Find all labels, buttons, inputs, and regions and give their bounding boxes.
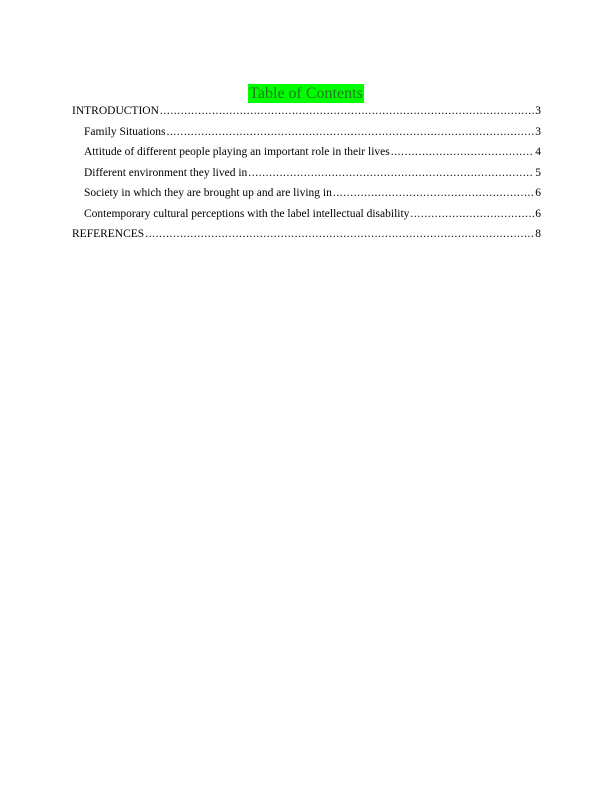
toc-entry-introduction[interactable]: [72, 103, 541, 124]
toc-entry-text: Contemporary cultural perceptions with the label intellectual disability: [84, 207, 410, 220]
toc-entry-cultural-perceptions[interactable]: [72, 206, 541, 227]
toc-entry-text: Society in which they are brought up and are living in: [84, 187, 332, 199]
toc-entry-references[interactable]: [72, 226, 541, 247]
toc-page-number: 6: [535, 207, 541, 220]
toc-page-number: 3: [535, 105, 541, 117]
toc-dot-leader: [391, 144, 535, 160]
toc-entry-text: Family Situations: [84, 125, 166, 138]
toc-entry-text: Attitude of different people playing an important role in their lives: [84, 146, 390, 158]
toc-page-number: 3: [535, 125, 541, 138]
toc-page-number: 8: [535, 228, 541, 240]
toc-dot-leader: [160, 103, 534, 119]
toc-list: [72, 103, 541, 247]
toc-entry-society[interactable]: [72, 185, 541, 206]
toc-dot-leader: [145, 226, 534, 242]
toc-dot-leader: [333, 185, 534, 201]
toc-entry-attitude[interactable]: [72, 144, 541, 165]
toc-dot-leader: [248, 165, 534, 181]
toc-dot-leader: [410, 206, 534, 222]
toc-dot-leader: [166, 124, 534, 140]
toc-entry-text: INTRODUCTION: [72, 105, 159, 117]
toc-page-number: 5: [535, 166, 541, 179]
toc-entry-family-situations[interactable]: [72, 124, 541, 145]
toc-title-container: [0, 84, 612, 103]
toc-entry-text: Different environment they lived in: [84, 166, 248, 179]
toc-page-number: 4: [535, 146, 541, 158]
toc-entry-text: REFERENCES: [72, 228, 145, 240]
toc-title: Table of Contents: [249, 85, 363, 102]
toc-entry-environment[interactable]: [72, 165, 541, 186]
toc-page-number: 6: [535, 187, 541, 199]
